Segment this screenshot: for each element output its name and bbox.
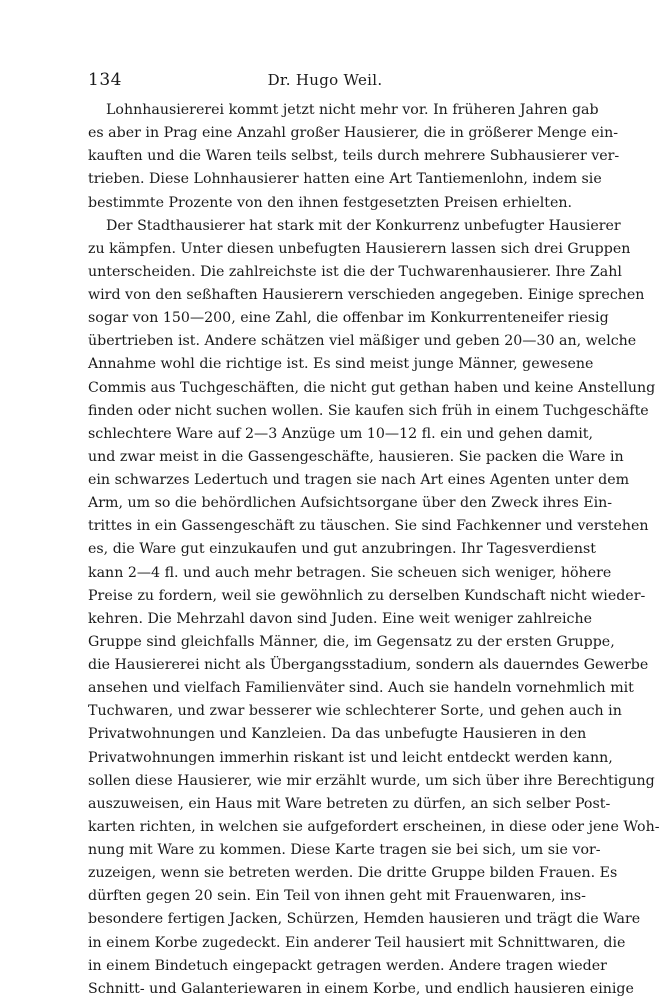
text-line: Preise zu fordern, weil sie gewöhnlich zu derselben Kundschaft nicht wieder-	[88, 587, 646, 604]
text-line: zu kämpfen. Unter diesen unbefugten Hausierern lassen sich drei Gruppen	[88, 240, 631, 257]
text-line: Gruppe sind gleichfalls Männer, die, im Gegensatz zu der ersten Gruppe,	[88, 633, 615, 650]
text-line: Schnitt- und Galanteriewaren in einem Korbe, und endlich hausieren einige	[88, 980, 634, 997]
text-line: kauften und die Waren teils selbst, teils durch mehrere Subhausierer ver-	[88, 148, 620, 165]
text-line: kehren. Die Mehrzahl davon sind Juden. Eine weit weniger zahlreiche	[88, 610, 593, 627]
text-line: wird von den seßhaften Hausierern verschieden angegeben. Einige sprechen	[88, 287, 645, 303]
text-line: ein schwarzes Ledertuch und tragen sie nach Art eines Agenten unter dem	[88, 472, 630, 488]
text-line: Privatwohnungen immerhin riskant ist und leicht entdeckt werden kann,	[88, 749, 613, 766]
text-line: Annahme wohl die richtige ist. Es sind meist junge Männer, gewesene	[88, 356, 594, 373]
text-line: die Hausiererei nicht als Übergangsstadium, sondern als dauerndes Gewerbe	[88, 657, 649, 673]
page-number: 134	[88, 70, 122, 90]
body-text	[88, 99, 660, 1001]
text-line: übertrieben ist. Andere schätzen viel mäßiger und geben 20—30 an, welche	[88, 333, 637, 350]
text-line: Lohnhausiererei kommt jetzt nicht mehr vor. In früheren Jahren gab	[106, 102, 599, 118]
text-line: trieben. Diese Lohnhausierer hatten eine Art Tantiemenlohn, indem sie	[88, 171, 602, 188]
text-line: schlechtere Ware auf 2—3 Anzüge um 10—12 fl. ein und gehen damit,	[88, 425, 593, 442]
text-line: unterscheiden. Die zahlreichste ist die der Tuchwarenhausierer. Ihre Zahl	[88, 263, 622, 280]
text-line: karten richten, in welchen sie aufgefordert erscheinen, in diese oder jene Woh-	[88, 818, 660, 835]
text-line: ansehen und vielfach Familienväter sind. Auch sie handeln vornehmlich mit	[88, 680, 634, 697]
text-line: trittes in ein Gassengeschäft zu täuschen. Sie sind Fachkenner und verstehen	[88, 518, 649, 535]
text-line: Commis aus Tuchgeschäften, die nicht gut gethan haben und keine Anstellung	[88, 379, 656, 396]
text-line: es, die Ware gut einzukaufen und gut anzubringen. Ihr Tagesverdienst	[88, 541, 596, 558]
text-line: Der Stadthausierer hat stark mit der Konkurrenz unbefugter Hausierer	[106, 217, 621, 234]
text-line: und zwar meist in die Gassengeschäfte, hausieren. Sie packen die Ware in	[88, 448, 624, 465]
text-line: Tuchwaren, und zwar besserer wie schlechterer Sorte, und gehen auch in	[88, 703, 622, 720]
text-line: bestimmte Prozente von den ihnen festgesetzten Preisen erhielten.	[88, 194, 573, 211]
page-header	[88, 70, 562, 94]
text-line: zuzeigen, wenn sie betreten werden. Die dritte Gruppe bilden Frauen. Es	[88, 865, 618, 882]
text-line: auszuweisen, ein Haus mit Ware betreten zu dürfen, an sich selber Post-	[88, 795, 611, 812]
running-head: Dr. Hugo Weil.	[267, 71, 383, 89]
paragraph	[88, 99, 620, 215]
text-line: sollen diese Hausierer, wie mir erzählt wurde, um sich über ihre Berechtigung	[88, 772, 655, 789]
text-line: finden oder nicht suchen wollen. Sie kaufen sich früh in einem Tuchgeschäfte	[88, 402, 649, 419]
text-line: besondere fertigen Jacken, Schürzen, Hemden hausieren und trägt die Ware	[88, 911, 641, 928]
text-line: sogar von 150—200, eine Zahl, die offenbar im Konkurrenteneifer riesig	[88, 310, 609, 327]
text-line: kann 2—4 fl. und auch mehr betragen. Sie scheuen sich weniger, höhere	[88, 564, 612, 581]
text-line: nung mit Ware zu kommen. Diese Karte tragen sie bei sich, um sie vor-	[88, 842, 601, 858]
text-line: dürften gegen 20 sein. Ein Teil von ihnen geht mit Frauenwaren, ins-	[88, 888, 586, 905]
paragraph	[88, 215, 660, 1001]
text-line: es aber in Prag eine Anzahl großer Hausierer, die in größerer Menge ein-	[88, 125, 619, 142]
text-line: in einem Bindetuch eingepackt getragen werden. Andere tragen wieder	[88, 957, 607, 974]
text-line: in einem Korbe zugedeckt. Ein anderer Teil hausiert mit Schnittwaren, die	[88, 934, 626, 951]
text-line: Privatwohnungen und Kanzleien. Da das unbefugte Hausieren in den	[88, 726, 587, 743]
text-line: Arm, um so die behördlichen Aufsichtsorgane über den Zweck ihres Ein-	[88, 495, 613, 512]
